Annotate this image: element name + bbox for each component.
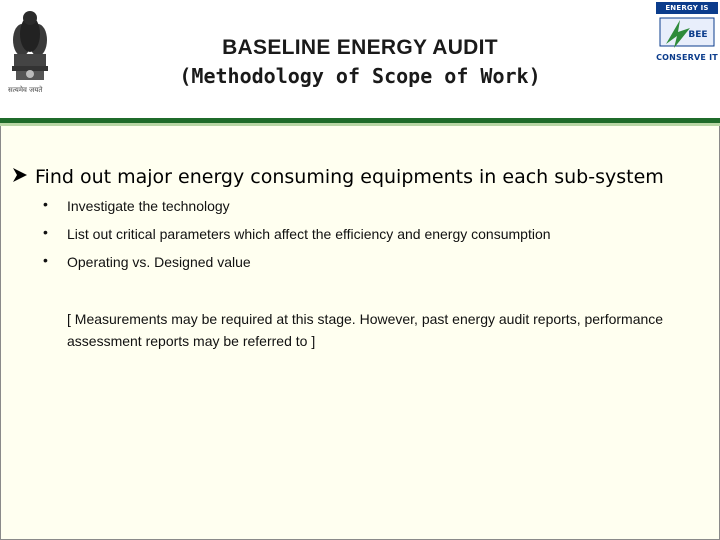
bullet-list	[43, 198, 551, 282]
bee-lightning-icon	[656, 14, 718, 50]
section-heading	[11, 166, 664, 188]
section-heading-text: Find out major energy consuming equipments in each sub-system	[35, 166, 664, 188]
list-item	[43, 226, 551, 254]
bee-mark	[656, 14, 718, 50]
list-item	[43, 254, 551, 282]
note-text: [ Measurements may be required at this stage. However, past energy audit reports, performance assessment reports may be referred to ]	[67, 311, 664, 349]
list-item-text: List out critical parameters which affect the efficiency and energy consumption	[67, 226, 551, 242]
slide-body	[0, 126, 720, 540]
logo-top-text: ENERGY IS	[656, 2, 718, 14]
list-item-text: Operating vs. Designed value	[67, 254, 251, 270]
bullet-dot-icon: •	[43, 196, 48, 212]
list-item	[43, 198, 551, 226]
bullet-dot-icon: •	[43, 252, 48, 268]
logo-bottom-text: CONSERVE IT	[656, 53, 718, 62]
emblem-caption: सत्यमेव जयते	[8, 86, 43, 94]
slide-title: BASELINE ENERGY AUDIT	[222, 36, 498, 59]
logo-mid-text: BEE	[688, 30, 708, 40]
list-item-text: Investigate the technology	[67, 198, 230, 214]
slide-header	[0, 0, 720, 118]
bullet-dot-icon: •	[43, 224, 48, 240]
bee-logo	[656, 2, 718, 66]
arrow-bullet-icon	[11, 167, 29, 183]
slide-subtitle: (Methodology of Scope of Work)	[179, 64, 541, 88]
